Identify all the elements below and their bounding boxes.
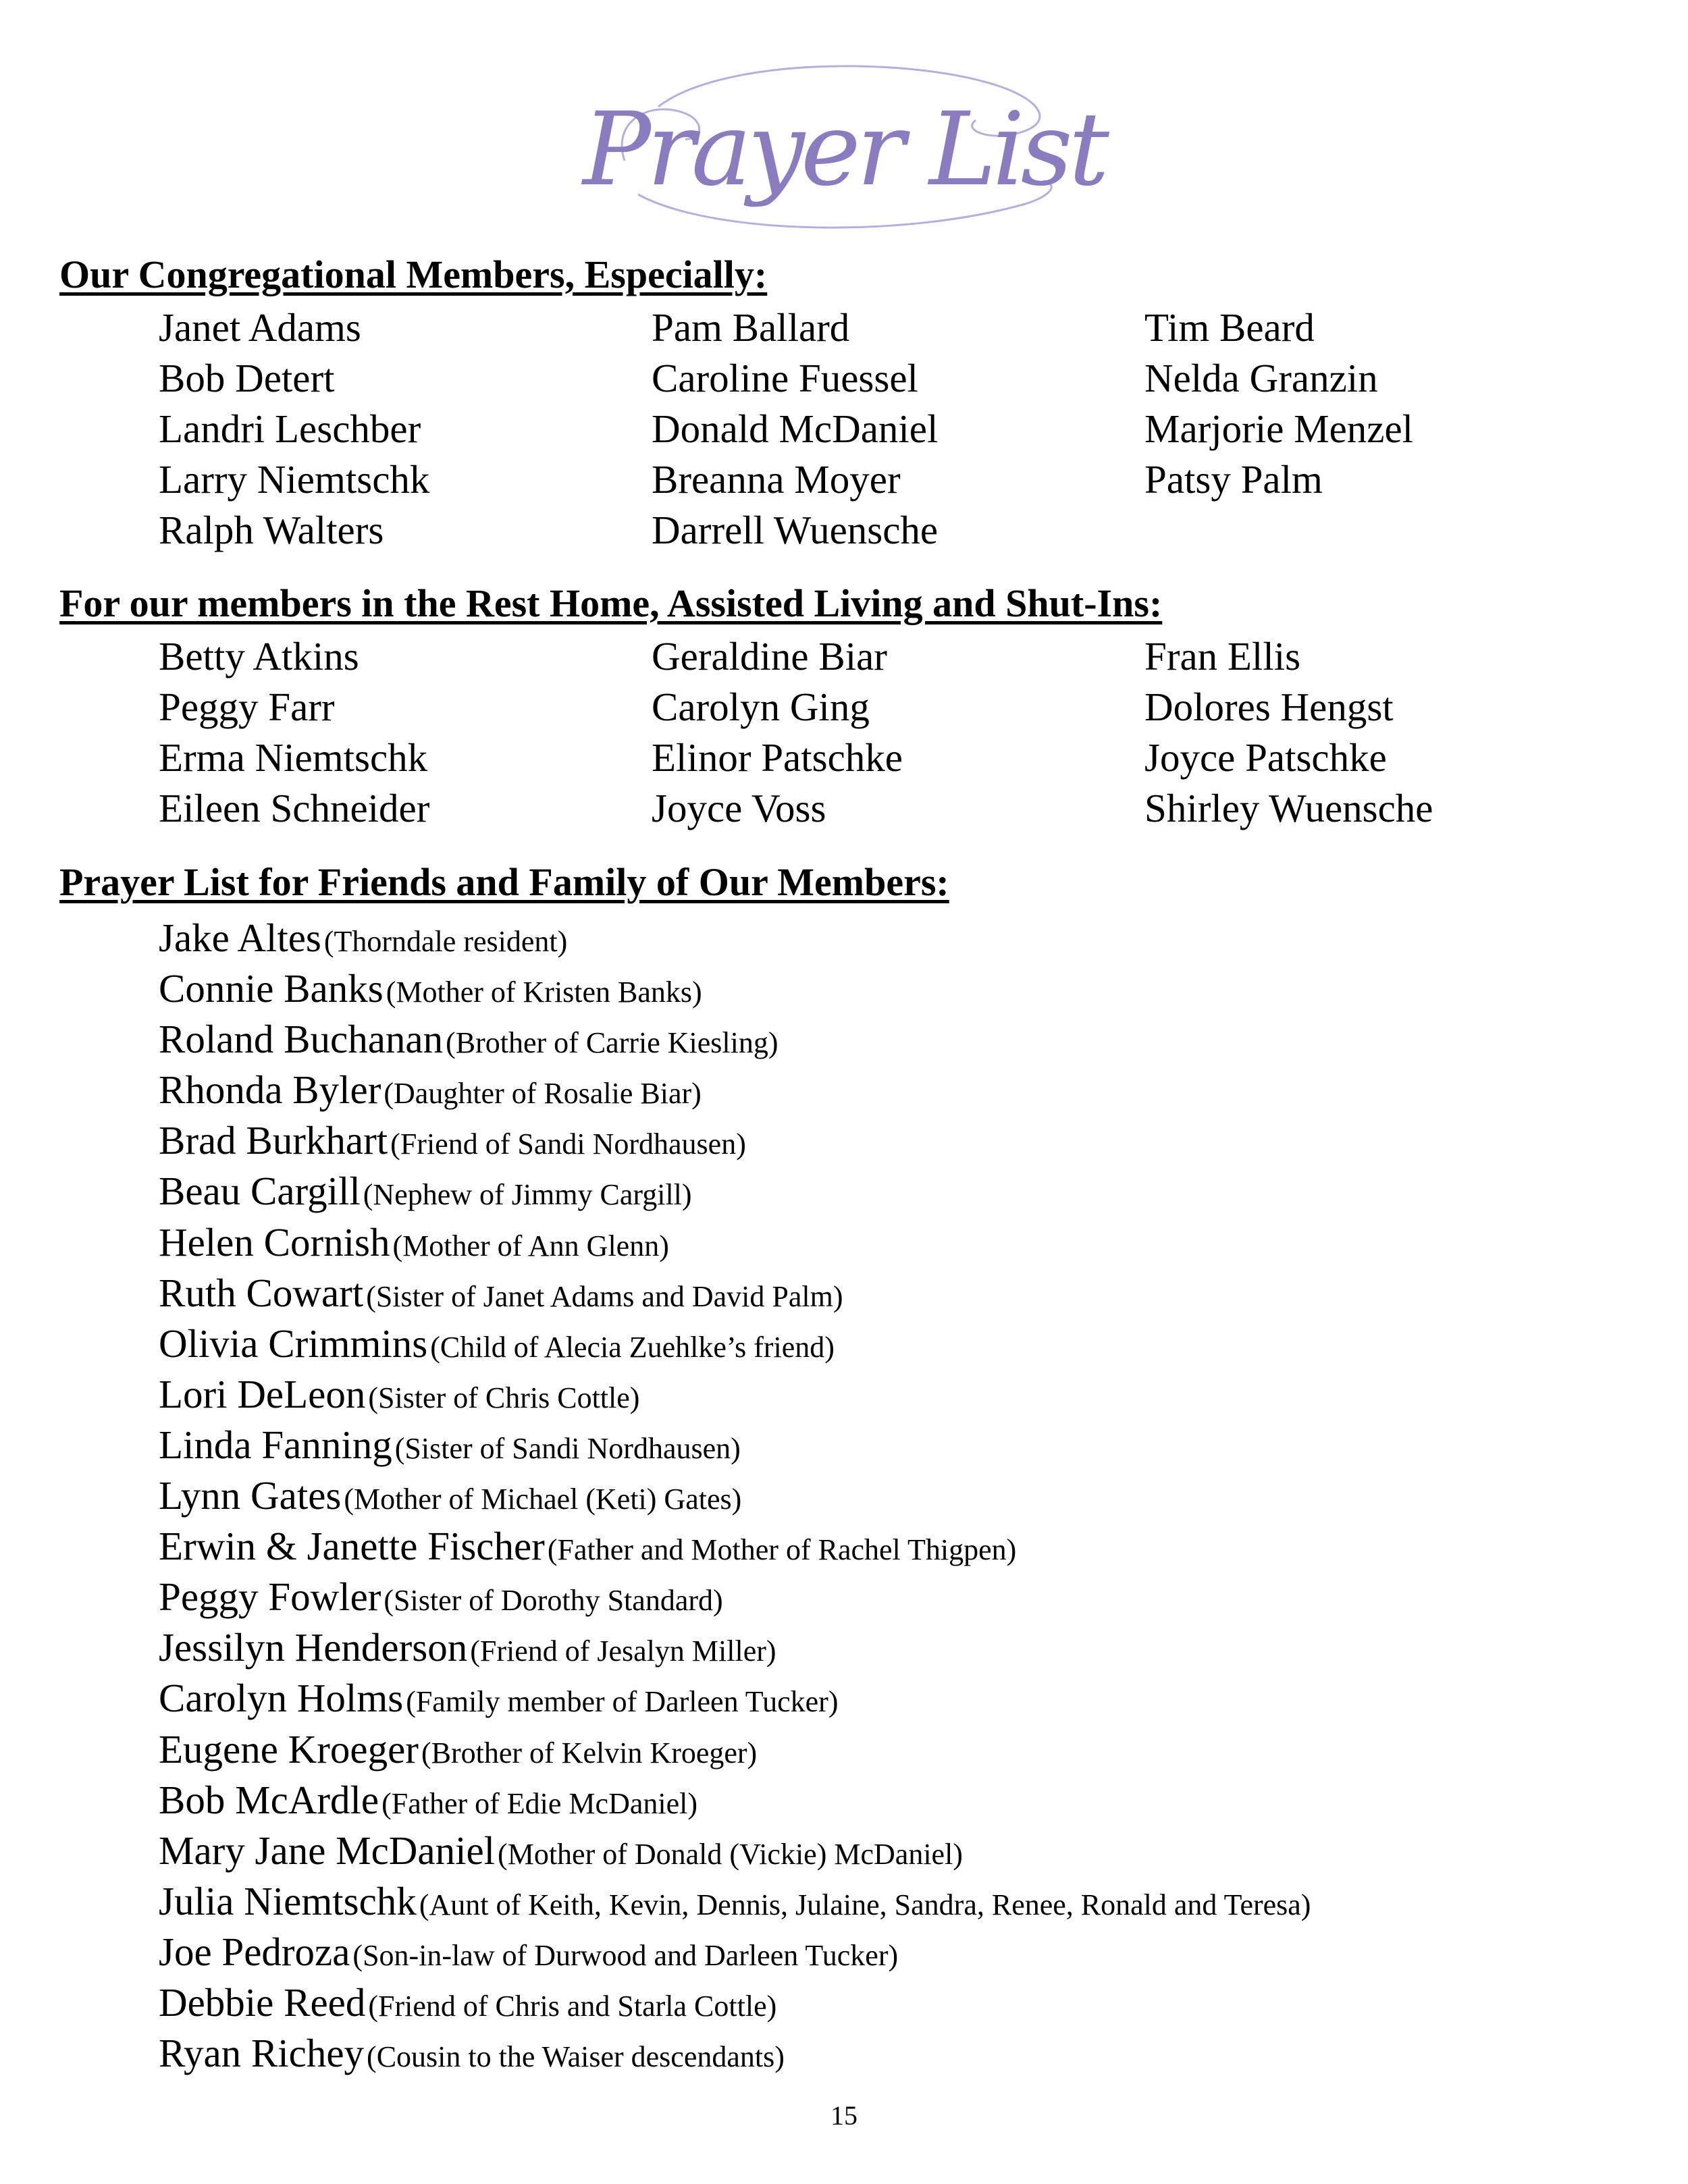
friend-relation-note: (Friend of Sandi Nordhausen) bbox=[390, 1127, 746, 1161]
member-name: Carolyn Ging bbox=[652, 685, 870, 729]
member-name: Darrell Wuensche bbox=[652, 508, 939, 552]
friend-relation-note: (Mother of Kristen Banks) bbox=[386, 976, 702, 1009]
friend-name: Lynn Gates bbox=[159, 1473, 342, 1518]
list-item bbox=[159, 1622, 1644, 1673]
member-name: Landri Leschber bbox=[159, 406, 421, 451]
list-item bbox=[159, 1977, 1644, 2028]
friend-relation-note: (Sister of Chris Cottle) bbox=[368, 1381, 640, 1414]
list-item bbox=[159, 1217, 1644, 1268]
list-item bbox=[159, 1927, 1644, 1977]
member-name: Bob Detert bbox=[159, 356, 335, 400]
friend-name: Olivia Crimmins bbox=[159, 1321, 428, 1366]
friend-name: Beau Cargill bbox=[159, 1169, 361, 1214]
list-item bbox=[159, 1369, 1644, 1420]
friend-relation-note: (Brother of Kelvin Kroeger) bbox=[421, 1736, 758, 1769]
list-item bbox=[159, 1826, 1644, 1876]
member-name: Fran Ellis bbox=[1144, 634, 1301, 678]
friend-relation-note: (Sister of Sandi Nordhausen) bbox=[394, 1431, 741, 1465]
member-name: Janet Adams bbox=[159, 305, 361, 350]
friend-relation-note: (Child of Alecia Zuehlke’s friend) bbox=[430, 1330, 835, 1364]
member-name: Marjorie Menzel bbox=[1144, 406, 1414, 451]
list-item bbox=[159, 1014, 1644, 1065]
list-item bbox=[159, 1724, 1644, 1775]
friend-name: Linda Fanning bbox=[159, 1422, 392, 1467]
list-item bbox=[159, 913, 1644, 963]
rest-home-heading: For our members in the Rest Home, Assisted Living and Shut-Ins: bbox=[59, 581, 1163, 625]
friend-name: Julia Niemtschk bbox=[159, 1878, 417, 1923]
member-name: Betty Atkins bbox=[159, 634, 359, 678]
list-item bbox=[159, 1319, 1644, 1369]
friend-relation-note: (Sister of Janet Adams and David Palm) bbox=[366, 1279, 843, 1313]
congregational-members-list bbox=[159, 302, 1610, 556]
list-item bbox=[159, 1775, 1644, 1826]
member-name: Eileen Schneider bbox=[159, 786, 430, 830]
friend-name: Jake Altes bbox=[159, 915, 321, 960]
friend-name: Peggy Fowler bbox=[159, 1574, 381, 1620]
list-item bbox=[159, 1876, 1644, 1927]
friend-relation-note: (Son-in-law of Durwood and Darleen Tucker) bbox=[352, 1938, 899, 1972]
list-item bbox=[159, 1268, 1644, 1319]
friend-relation-note: (Daughter of Rosalie Biar) bbox=[384, 1077, 702, 1111]
member-name: Dolores Hengst bbox=[1144, 685, 1394, 729]
friend-relation-note: (Friend of Jesalyn Miller) bbox=[470, 1634, 776, 1668]
friend-name: Mary Jane McDaniel bbox=[159, 1828, 496, 1873]
list-item bbox=[159, 1470, 1644, 1521]
friends-family-heading: Prayer List for Friends and Family of Our Members: bbox=[59, 860, 949, 904]
rest-home-members-list bbox=[159, 631, 1610, 834]
member-name: Donald McDaniel bbox=[652, 406, 939, 451]
friend-name: Erwin & Janette Fischer bbox=[159, 1524, 545, 1569]
friend-relation-note: (Brother of Carrie Kiesling) bbox=[446, 1026, 779, 1060]
friend-name: Roland Buchanan bbox=[159, 1017, 444, 1062]
friend-name: Carolyn Holms bbox=[159, 1676, 404, 1721]
friend-relation-note: (Mother of Michael (Keti) Gates) bbox=[344, 1483, 742, 1516]
friend-relation-note: (Family member of Darleen Tucker) bbox=[406, 1685, 839, 1719]
member-name: Erma Niemtschk bbox=[159, 735, 428, 780]
member-name: Nelda Granzin bbox=[1144, 356, 1378, 400]
friend-relation-note: (Father of Edie McDaniel) bbox=[381, 1786, 698, 1820]
member-name: Peggy Farr bbox=[159, 685, 335, 729]
member-name: Shirley Wuensche bbox=[1144, 786, 1433, 830]
member-name: Patsy Palm bbox=[1144, 457, 1323, 502]
friend-name: Bob McArdle bbox=[159, 1777, 379, 1822]
list-item bbox=[159, 1673, 1644, 1724]
list-item bbox=[159, 963, 1644, 1014]
friend-name: Helen Cornish bbox=[159, 1219, 390, 1264]
list-item bbox=[159, 2028, 1644, 2079]
friend-name: Connie Banks bbox=[159, 966, 384, 1011]
friend-name: Brad Burkhart bbox=[159, 1118, 388, 1163]
friend-name: Ruth Cowart bbox=[159, 1270, 364, 1315]
friend-relation-note: (Friend of Chris and Starla Cottle) bbox=[368, 1989, 777, 2023]
member-name: Breanna Moyer bbox=[652, 457, 901, 502]
list-item bbox=[159, 1521, 1644, 1572]
list-item bbox=[159, 1065, 1644, 1115]
list-item bbox=[159, 1115, 1644, 1166]
friend-relation-note: (Nephew of Jimmy Cargill) bbox=[363, 1178, 692, 1212]
member-name: Joyce Patschke bbox=[1144, 735, 1387, 780]
friend-relation-note: (Sister of Dorothy Standard) bbox=[384, 1584, 723, 1618]
friend-name: Debbie Reed bbox=[159, 1979, 366, 2025]
list-item bbox=[159, 1572, 1644, 1622]
member-name: Ralph Walters bbox=[159, 508, 384, 552]
member-name: Geraldine Biar bbox=[652, 634, 887, 678]
member-name: Caroline Fuessel bbox=[652, 356, 918, 400]
friend-relation-note: (Aunt of Keith, Kevin, Dennis, Julaine, Sandra, Renee, Ronald and Teresa) bbox=[419, 1888, 1311, 1921]
friend-name: Joe Pedroza bbox=[159, 1929, 350, 1974]
friend-relation-note: (Thorndale resident) bbox=[323, 925, 568, 958]
page-number: 15 bbox=[830, 2100, 858, 2131]
friend-name: Eugene Kroeger bbox=[159, 1726, 419, 1772]
list-item bbox=[159, 1166, 1644, 1217]
member-name: Pam Ballard bbox=[652, 305, 850, 350]
member-name: Tim Beard bbox=[1144, 305, 1315, 350]
friend-relation-note: (Cousin to the Waiser descendants) bbox=[367, 2040, 785, 2074]
logo-text: Prayer List bbox=[583, 91, 1105, 209]
list-item bbox=[159, 1420, 1644, 1470]
friend-name: Jessilyn Henderson bbox=[159, 1625, 468, 1670]
friend-name: Rhonda Byler bbox=[159, 1067, 381, 1113]
member-name: Elinor Patschke bbox=[652, 735, 903, 780]
member-name: Larry Niemtschk bbox=[159, 457, 430, 502]
congregational-heading: Our Congregational Members, Especially: bbox=[59, 252, 768, 296]
friend-relation-note: (Mother of Donald (Vickie) McDaniel) bbox=[498, 1837, 963, 1871]
friend-name: Lori DeLeon bbox=[159, 1371, 366, 1416]
member-name: Joyce Voss bbox=[652, 786, 826, 830]
friend-relation-note: (Mother of Ann Glenn) bbox=[392, 1229, 669, 1262]
friends-family-list bbox=[159, 913, 1644, 2079]
prayer-list-logo bbox=[583, 59, 1105, 242]
friend-relation-note: (Father and Mother of Rachel Thigpen) bbox=[547, 1533, 1017, 1567]
friend-name: Ryan Richey bbox=[159, 2031, 365, 2076]
